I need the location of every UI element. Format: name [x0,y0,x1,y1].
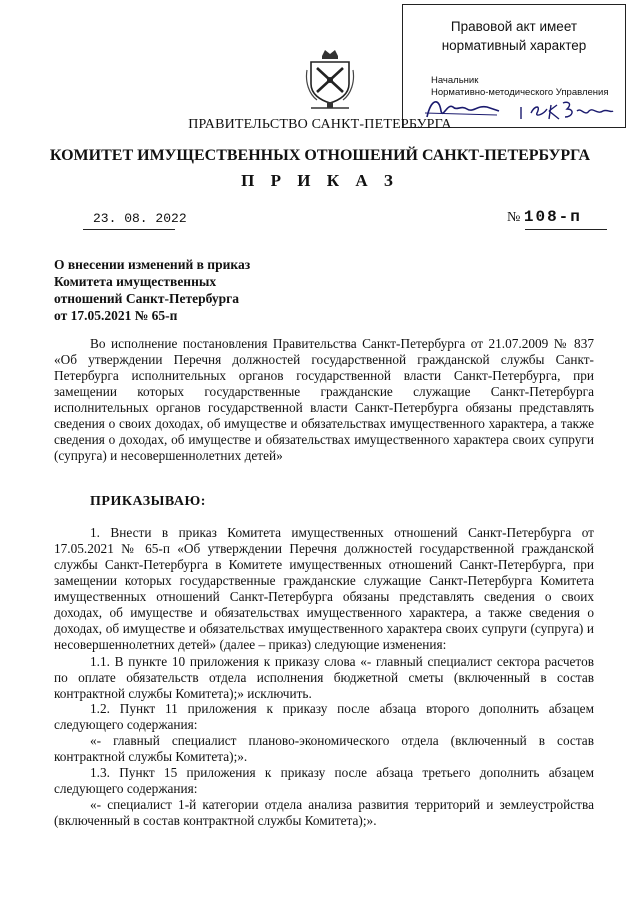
stamp-title-line2: нормативный характер [441,38,587,53]
document-date: 23. 08. 2022 [93,211,187,226]
item-1-1-paragraph: 1.1. В пункте 10 приложения к приказу слова «- главный специалист сектора расчетов по оплате обязательств отдела исполнения бюджетной сметы (включенный в состав контрактной службы Комитета);» исключить. [54,654,594,701]
subject-line: от 17.05.2021 № 65-п [54,308,178,323]
committee-name: КОМИТЕТ ИМУЩЕСТВЕННЫХ ОТНОШЕНИЙ САНКТ-ПЕТЕРБУРГА [49,147,591,164]
item-1-3-quote: «- специалист 1-й категории отдела анализа развития территорий и землеустройства (включенный в состав контрактной службы Комитета);». [54,797,594,828]
approval-stamp [402,4,626,128]
number-prefix: № [507,210,521,225]
subject-line: О внесении изменений в приказ [54,257,251,272]
subject-line: Комитета имущественных [54,274,217,289]
coat-of-arms-icon [305,48,355,112]
document-type: П Р И К А З [241,171,399,190]
subject-line: отношений Санкт-Петербурга [54,291,240,306]
item-1-paragraph: 1. Внести в приказ Комитета имущественных отношений Санкт-Петербурга от 17.05.2021 № 65-п «Об утверждении Перечня должностей государственной гражданской службы Санкт-Петербурга в Комитете имущественных отношений Санкт-Петербурга, при замещении которых государственные гражданские служащие Санкт-Петербурга Комитета имущественных отношений Санкт-Петербурга обязаны представлять сведения о своих доходах, об имуществе и обязательствах имущественного характера, а также сведения о доходах, об имуществе и обязательствах имущественного характера своих супруги (супруга) и несовершеннолетних детей» (далее – приказ) следующие изменения: [54,525,594,652]
stamp-position-line1: Начальник [431,75,479,86]
item-1-3-paragraph: 1.3. Пункт 15 приложения к приказу после абзаца третьего дополнить абзацем следующего содержания: [54,765,594,796]
stamp-position-line2: Нормативно-методического Управления [431,87,609,98]
document-subject [54,256,314,324]
preamble-paragraph: Во исполнение постановления Правительства Санкт-Петербурга от 21.07.2009 № 837 «Об утверждении Перечня должностей государственной гражданской службы Санкт-Петербурга исполнительных органов государственной власти Санкт-Петербурга, при замещении которых государственные гражданские служащие Санкт-Петербурга исполнительных органов государственной власти Санкт-Петербурга обязаны представлять сведения о своих доходах, об имуществе и обязательствах имущественного характера, а также сведения о доходах, об имуществе и обязательствах имущественного характера своих супруги (супруга) и несовершеннолетних детей» [54,336,594,463]
stamp-title-line1: Правовой акт имеет [450,19,578,34]
document-number [507,208,582,226]
government-name: ПРАВИТЕЛЬСТВО САНКТ-ПЕТЕРБУРГА [188,117,452,132]
number-underline [525,229,607,230]
decree-heading: ПРИКАЗЫВАЮ: [90,494,206,509]
number-value: 108-п [523,208,582,226]
item-1-2-paragraph: 1.2. Пункт 11 приложения к приказу после абзаца второго дополнить абзацем следующего содержания: [54,701,594,732]
date-underline [83,229,175,230]
item-1-2-quote: «- главный специалист планово-экономического отдела (включенный в состав контрактной службы Комитета);». [54,733,594,764]
